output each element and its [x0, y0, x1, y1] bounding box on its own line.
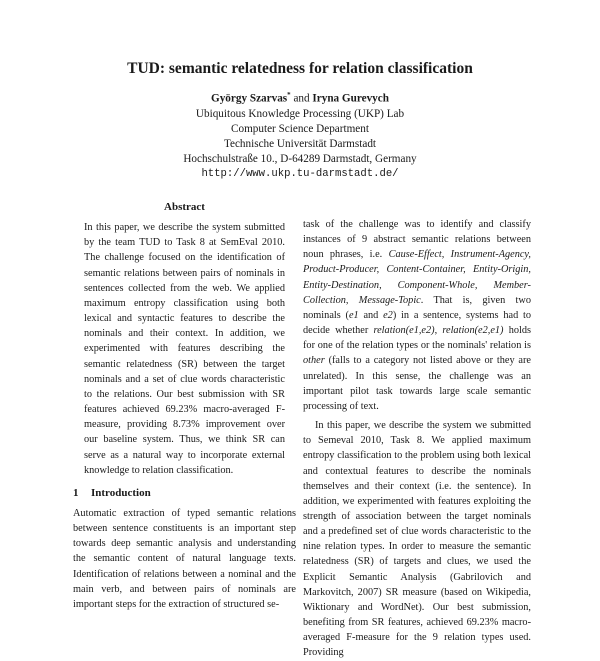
text-run: (falls to a category not listed above or they are unrelated). In this sense, the challenge was an important pilot task towards large scale semantic processing of text. [303, 355, 531, 412]
abstract-heading: Abstract [164, 201, 205, 213]
text-run: . That is, given two nominals ( [303, 294, 531, 321]
right-paragraph-2: In this paper, we describe the system we submitted to Semeval 2010, Task 8. We applied maximum entropy classification to the problem using both lexical and contextual features to describe the nominals themselves and their context (i.e. the sentence). In addition, we experimented with features exploiting the strength of association between the target nominals and a predefined set of clue words characteristic to the nine relation types. In order to measure the semantic relatedness (SR) of targets and clues, we used the Explicit Semantic Analysis (Gabrilovich and Markovitch, 2007) SR measure (based on Wikipedia, Wiktionary and WordNet). Our best submission, benefiting from SR features, achieved 69.23% macro-averaged F-measure for the 9 relation types used. Providing [303, 420, 531, 659]
text-run: holds for one of the relation types or the nominals' relation is [303, 325, 532, 352]
author-1-mark: * [287, 91, 291, 99]
affiliation-line: Computer Science Department [231, 122, 369, 135]
text-run: task of the challenge was to identify and classify instances of 9 abstract semantic relations between noun phrases, i.e. [303, 219, 531, 261]
author-and: and [293, 92, 310, 105]
nominal-e2: e2 [383, 309, 393, 321]
affiliation-line: Ubiquitous Knowledge Processing (UKP) Lab [195, 107, 405, 120]
author-names [0, 88, 600, 107]
relation-list: Cause-Effect, Instrument-Agency, Product-Producer, Content-Container, Entity-Origin, Entity-Destination, Component-Whole, Member-Collection, Message-Topic [303, 249, 531, 306]
text-run: ) in a sentence, systems had to decide whether [303, 309, 531, 337]
author-2: Iryna Gurevych [312, 92, 389, 105]
section-title: Introduction [91, 486, 151, 499]
right-column [303, 217, 531, 661]
text-run: and [358, 309, 384, 321]
section-number: 1 [73, 486, 79, 499]
text-run: , [434, 325, 443, 337]
paper-title: TUD: semantic relatedness for relation classification [127, 60, 473, 77]
affiliation-line: Technische Universität Darmstadt [223, 137, 377, 150]
relation-e1-e2: relation(e1,e2) [373, 325, 435, 337]
introduction-text: Automatic extraction of typed semantic relations between sentence constituents is an important step towards deep semantic analysis and understanding the semantic content of natural language texts. Identification of relations between a nominal and the main verb, and between pairs of nominals are important steps for the extraction of structured se- [73, 507, 296, 610]
author-block [0, 88, 600, 182]
section-heading [73, 486, 296, 501]
author-1: György Szarvas [211, 92, 288, 105]
relation-e2-e1: relation(e2,e1) [442, 325, 504, 337]
nominal-e1: e1 [348, 309, 359, 321]
affiliation-line: Hochschulstraße 10., D-64289 Darmstadt, Germany [183, 152, 417, 165]
relation-other: other [303, 355, 325, 367]
affiliation-url: http://www.ukp.tu-darmstadt.de/ [201, 167, 399, 180]
abstract-text: In this paper, we describe the system submitted by the team TUD to Task 8 at SemEval 2010. The challenge focused on the identification of semantic relations between pairs of nominals in sentences collected from the web. We applied maximum entropy classification using both lexical and syntactic features to describe the nominals and their context. In addition, we experimented with features describing the semantic relatedness (SR) between the target nominals and a set of clue words characteristic to the relations. Our best submission with SR features achieved 69.23% macro-averaged F-measure, providing 8.73% improvement over our baseline system. Thus, we think SR can serve as a natural way to incorporate external knowledge to relation classification. [84, 222, 285, 476]
left-column [73, 200, 296, 612]
abstract-body [84, 220, 285, 478]
right-paragraph-1 [303, 217, 531, 414]
